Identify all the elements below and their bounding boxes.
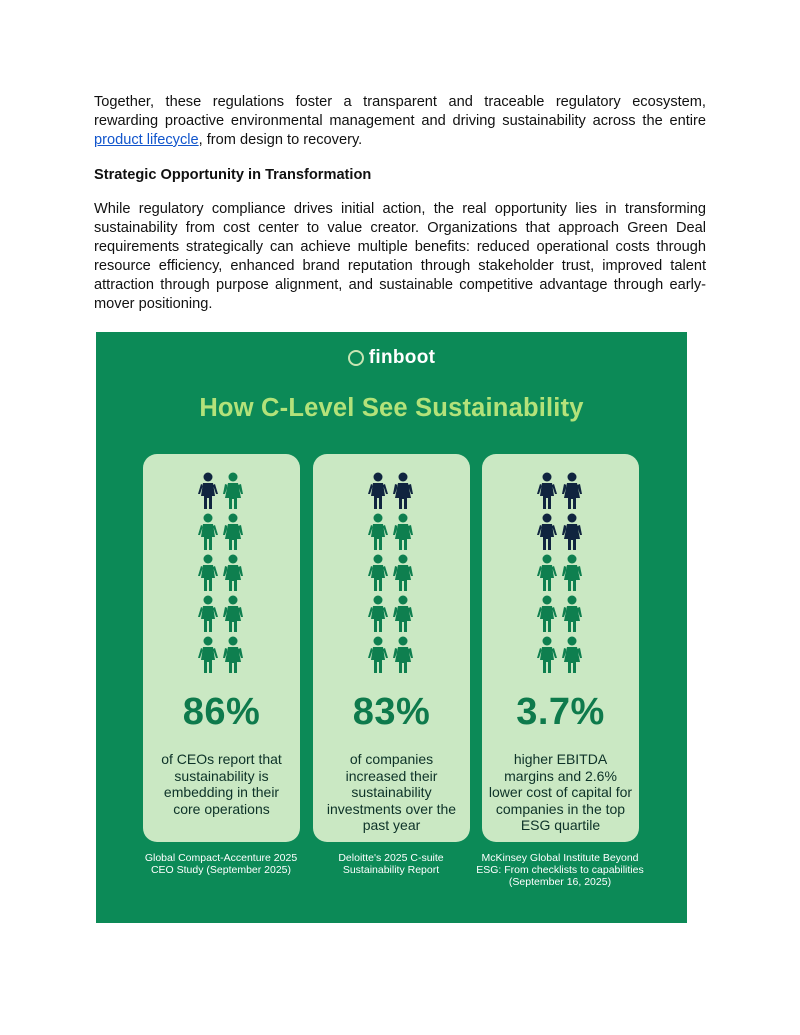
person-icon [222,513,244,551]
product-lifecycle-link[interactable]: product lifecycle [94,132,199,148]
person-icon [392,554,414,592]
person-icon [367,595,389,633]
person-highlight-icon [561,472,583,510]
finboot-logo [96,346,687,370]
stat-description: higher EBITDA margins and 2.6% lower cost of capital for companies in the top ESG quartile [488,751,633,833]
person-icon [367,636,389,674]
paragraph-text: , from design to recovery. [198,132,363,148]
person-icon [561,636,583,674]
person-highlight-icon [392,472,414,510]
person-icon [392,513,414,551]
person-highlight-icon [561,513,583,551]
person-icon [222,636,244,674]
person-icon [561,595,583,633]
stat-card-companies [313,454,470,842]
person-highlight-icon [367,472,389,510]
person-icon [197,636,219,674]
person-icon [222,472,244,510]
sustainability-infographic [96,332,687,923]
source-citation: Global Compact-Accenture 2025 CEO Study (September 2025) [144,852,298,876]
person-icon [367,513,389,551]
person-icon [222,595,244,633]
person-icon [367,554,389,592]
logo-ring-icon [348,350,364,366]
section-heading: Strategic Opportunity in Transformation [94,167,372,183]
people-icon-grid [313,472,470,677]
paragraph-text: Together, these regulations foster a transparent and traceable regulatory ecosystem, rewarding proactive environmental management and driving sustainability across the entire [94,94,706,129]
stat-value: 86% [182,691,261,733]
people-icon-grid [143,472,300,677]
person-icon [197,595,219,633]
people-icon-grid [482,472,639,677]
person-icon [392,636,414,674]
stat-description: of companies increased their sustainability investments over the past year [326,751,457,833]
person-icon [536,554,558,592]
person-icon [197,513,219,551]
source-citation: Deloitte's 2025 C-suite Sustainability Report [338,852,444,876]
stat-description: of CEOs report that sustainability is embedding in their core operations [161,751,282,817]
paragraph-regulations [94,93,706,150]
person-icon [392,595,414,633]
person-icon [561,554,583,592]
source-citation: McKinsey Global Institute Beyond ESG: From checklists to capabilities (September 16, 2025) [476,852,644,888]
person-highlight-icon [197,472,219,510]
person-icon [197,554,219,592]
person-icon [222,554,244,592]
stat-card-ebitda [482,454,639,842]
stat-value: 3.7% [516,691,605,733]
person-highlight-icon [536,513,558,551]
paragraph-strategic-opportunity: While regulatory compliance drives initial action, the real opportunity lies in transforming sustainability from cost center to value creator. Organizations that approach Green Deal requirements strategically can achieve multiple benefits: reduced operational costs through resource efficiency, enhanced brand reputation through stakeholder trust, improved talent attraction through purpose alignment, and sustainable competitive advantage through early-mover positioning. [94,201,706,312]
stat-value: 83% [352,691,431,733]
person-icon [536,636,558,674]
person-icon [536,595,558,633]
logo-text: finboot [368,347,436,368]
stat-card-ceos [143,454,300,842]
person-highlight-icon [536,472,558,510]
infographic-title: How C-Level See Sustainability [199,394,584,422]
